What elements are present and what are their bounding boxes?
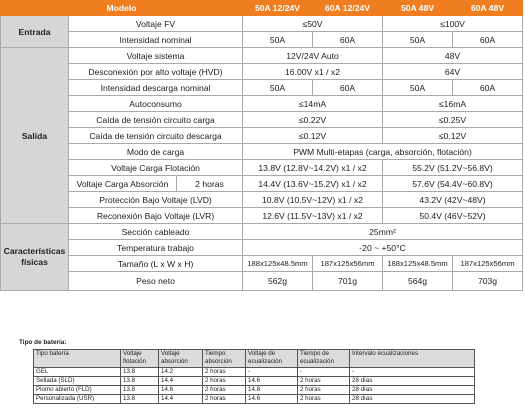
value-cell: ≤100V: [383, 16, 523, 32]
value-cell: ≤0.25V: [383, 112, 523, 128]
column-header: Intervalo ecualizaciones: [350, 350, 475, 368]
spec-row: [1, 32, 523, 48]
row-label: Voltaje FV: [69, 16, 243, 32]
spec-row: [1, 96, 523, 112]
spec-row: [1, 16, 523, 32]
value-cell: 43.2V (42V~48V): [383, 192, 523, 208]
spec-row: [1, 208, 523, 224]
row-label: Modo de carga: [69, 144, 243, 160]
column-header: Tiempo absorción: [203, 350, 246, 368]
value-cell: 50A: [243, 80, 313, 96]
value-cell: ≤50V: [243, 16, 383, 32]
table-cell: 28 días: [350, 395, 475, 404]
row-label: Caída de tensión circuito carga: [69, 112, 243, 128]
row-label: Peso neto: [69, 272, 243, 291]
value-cell: ≤0.12V: [383, 128, 523, 144]
value-cell: 13.8V (12.8V~14.2V) x1 / x2: [243, 160, 383, 176]
row-label: Desconexión por alto voltaje (HVD): [69, 64, 243, 80]
model-label: Modelo: [1, 1, 243, 16]
value-cell: 12.6V (11.5V~13V) x1 / x2: [243, 208, 383, 224]
row-label: Autoconsumo: [69, 96, 243, 112]
table-cell: 13.8: [121, 377, 159, 386]
value-cell: 60A: [453, 32, 523, 48]
table-cell: Plomo abierto (FLD): [34, 386, 121, 395]
table-cell: 14.2: [159, 368, 203, 377]
value-cell: 187x125x56mm: [453, 256, 523, 272]
value-cell: 64V: [383, 64, 523, 80]
table-cell: 2 horas: [298, 395, 350, 404]
spec-row: [1, 192, 523, 208]
table-cell: 14.8: [246, 386, 298, 395]
table-cell: 14.6: [246, 377, 298, 386]
header-row: [1, 1, 523, 16]
row-label: Voltaje Carga Flotación: [69, 160, 243, 176]
row-sublabel: 2 horas: [177, 176, 243, 192]
table-cell: 14.4: [159, 395, 203, 404]
value-cell: 10.8V (10.5V~12V) x1 / x2: [243, 192, 383, 208]
battery-header-row: [34, 350, 475, 368]
value-cell: 60A: [313, 80, 383, 96]
spec-row: [1, 224, 523, 240]
value-cell: ≤14mA: [243, 96, 383, 112]
value-cell: 188x125x48.5mm: [243, 256, 313, 272]
battery-row: [34, 377, 475, 386]
battery-type-title: Tipo de batería:: [19, 339, 67, 346]
table-cell: 28 días: [350, 386, 475, 395]
column-header: Voltaje de ecualización: [246, 350, 298, 368]
spec-row: [1, 160, 523, 176]
value-cell: 25mm²: [243, 224, 523, 240]
value-cell: 188x125x48.5mm: [383, 256, 453, 272]
table-cell: 2 horas: [203, 377, 246, 386]
table-cell: 13.8: [121, 395, 159, 404]
value-cell: 50A: [243, 32, 313, 48]
spec-row: [1, 64, 523, 80]
spec-row: [1, 256, 523, 272]
spec-row: [1, 80, 523, 96]
value-cell: 701g: [313, 272, 383, 291]
value-cell: 60A: [453, 80, 523, 96]
row-label: Intensidad descarga nominal: [69, 80, 243, 96]
value-cell: 14.4V (13.6V~15.2V) x1 / x2: [243, 176, 383, 192]
value-cell: 187x125x56mm: [313, 256, 383, 272]
spec-row: [1, 176, 523, 192]
table-cell: 2 horas: [298, 386, 350, 395]
row-label: Sección cableado: [69, 224, 243, 240]
table-cell: Personalizada (USR): [34, 395, 121, 404]
value-cell: 57.6V (54.4V~60.8V): [383, 176, 523, 192]
table-cell: 28 días: [350, 377, 475, 386]
spec-row: [1, 144, 523, 160]
row-label: Protección Bajo Voltaje (LVD): [69, 192, 243, 208]
row-label: Reconexión Bajo Voltaje (LVR): [69, 208, 243, 224]
row-label: Voltaje sistema: [69, 48, 243, 64]
value-cell: 562g: [243, 272, 313, 291]
value-cell: 50.4V (46V~52V): [383, 208, 523, 224]
table-cell: 13.8: [121, 368, 159, 377]
spec-row: [1, 272, 523, 291]
value-cell: 564g: [383, 272, 453, 291]
battery-row: [34, 386, 475, 395]
table-cell: 2 horas: [298, 377, 350, 386]
value-cell: 50A: [383, 32, 453, 48]
table-cell: -: [350, 368, 475, 377]
column-header: Tipo batería: [34, 350, 121, 368]
spec-row: [1, 240, 523, 256]
model-name: 60A 12/24V: [313, 1, 383, 16]
row-label: Temperatura trabajo: [69, 240, 243, 256]
row-label: Voltaje Carga Absorción: [69, 176, 177, 192]
battery-row: [34, 368, 475, 377]
table-cell: 2 horas: [203, 386, 246, 395]
row-label: Caída de tensión circuito descarga: [69, 128, 243, 144]
value-cell: 60A: [313, 32, 383, 48]
row-label: Intensidad nominal: [69, 32, 243, 48]
table-cell: -: [246, 368, 298, 377]
table-cell: 13.8: [121, 386, 159, 395]
spec-row: [1, 48, 523, 64]
value-cell: 16.00V x1 / x2: [243, 64, 383, 80]
spec-row: [1, 112, 523, 128]
section-fisicas: Características físicas: [1, 224, 69, 291]
value-cell: ≤16mA: [383, 96, 523, 112]
spec-row: [1, 128, 523, 144]
table-cell: -: [298, 368, 350, 377]
battery-type-table: [33, 349, 475, 404]
table-cell: 2 horas: [203, 395, 246, 404]
table-cell: Sellada (SLD): [34, 377, 121, 386]
model-name: 50A 48V: [383, 1, 453, 16]
column-header: Voltaje flotación: [121, 350, 159, 368]
model-name: 60A 48V: [453, 1, 523, 16]
table-cell: GEL: [34, 368, 121, 377]
value-cell: ≤0.22V: [243, 112, 383, 128]
section-salida: Salida: [1, 48, 69, 224]
column-header: Tiempo de ecualización: [298, 350, 350, 368]
value-cell: 48V: [383, 48, 523, 64]
column-header: Voltaje absorción: [159, 350, 203, 368]
model-name: 50A 12/24V: [243, 1, 313, 16]
table-cell: 14.6: [246, 395, 298, 404]
table-cell: 14.6: [159, 386, 203, 395]
battery-row: [34, 395, 475, 404]
value-cell: 50A: [383, 80, 453, 96]
section-entrada: Entrada: [1, 16, 69, 48]
value-cell: 703g: [453, 272, 523, 291]
value-cell: PWM Multi-etapas (carga, absorción, flotación): [243, 144, 523, 160]
value-cell: -20 ~ +50°C: [243, 240, 523, 256]
table-cell: 14.4: [159, 377, 203, 386]
value-cell: 12V/24V Auto: [243, 48, 383, 64]
value-cell: ≤0.12V: [243, 128, 383, 144]
row-label: Tamaño (L x W x H): [69, 256, 243, 272]
value-cell: 55.2V (51.2V~56.8V): [383, 160, 523, 176]
table-cell: 2 horas: [203, 368, 246, 377]
